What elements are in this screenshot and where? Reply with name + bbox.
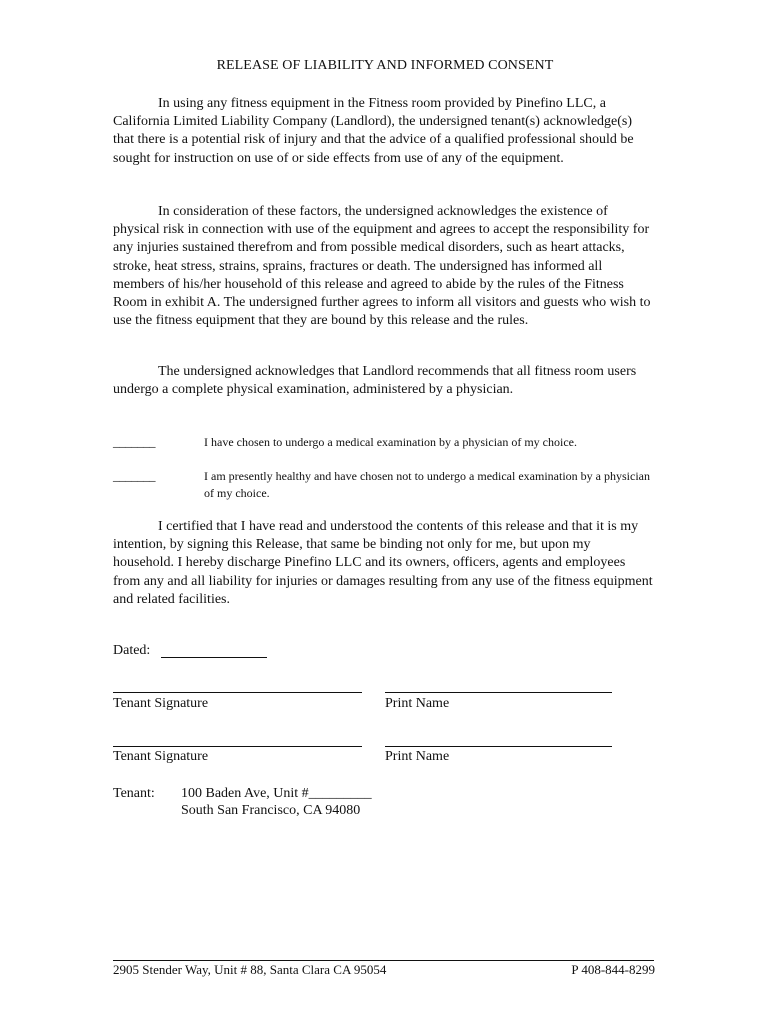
paragraph-certification: I certified that I have read and understood the contents of this release and that it is my intention, by signing this Release, that same be binding not only for me, but upon my household. I hereby discharge Pinefino LLC and its owners, officers, agents and employees from any and all liability for injuries or damages resulting from any use of the fitness equipment and related facilities. — [113, 519, 653, 607]
tenant-signature-line-1[interactable] — [113, 692, 362, 693]
tenant-address-line-1: 100 Baden Ave, Unit #_________ — [181, 786, 372, 801]
print-name-line-2[interactable] — [385, 746, 612, 747]
choice-blank-no-exam[interactable]: _______ — [113, 468, 155, 483]
tenant-signature-label-2: Tenant Signature — [113, 749, 209, 764]
tenant-signature-line-2[interactable] — [113, 746, 362, 747]
tenant-address-line-2: South San Francisco, CA 94080 — [181, 803, 361, 818]
dated-label: Dated: — [113, 643, 151, 658]
print-name-label-2: Print Name — [385, 749, 450, 764]
dated-field-line[interactable] — [161, 657, 267, 658]
choice-text-no-exam: I am presently healthy and have chosen not to undergo a medical examination by a physician of my choice. — [204, 469, 650, 500]
footer-divider — [113, 960, 654, 961]
paragraph-risk-acknowledgement: In using any fitness equipment in the Fitness room provided by Pinefino LLC, a California Limited Liability Company (Landlord), the undersigned tenant(s) acknowledge(s) that there is a potential risk of injury and that the advice of a qualified professional should be sought for instruction on use of or side effects from use of any of the equipment. — [113, 96, 634, 166]
footer-address: 2905 Stender Way, Unit # 88, Santa Clara CA 95054 — [113, 962, 387, 977]
print-name-line-1[interactable] — [385, 692, 612, 693]
print-name-label-1: Print Name — [385, 696, 450, 711]
choice-text-medical-exam: I have chosen to undergo a medical examination by a physician of my choice. — [204, 435, 577, 449]
tenant-label: Tenant: — [113, 786, 155, 801]
tenant-signature-label-1: Tenant Signature — [113, 696, 209, 711]
document-title: RELEASE OF LIABILITY AND INFORMED CONSENT — [216, 58, 554, 73]
paragraph-physical-exam-recommendation: The undersigned acknowledges that Landlord recommends that all fitness room users undergo a complete physical examination, administered by a physician. — [113, 364, 637, 398]
footer-phone: P 408-844-8299 — [571, 962, 655, 977]
paragraph-responsibility: In consideration of these factors, the undersigned acknowledges the existence of physical risk in connection with use of the equipment and agrees to accept the responsibility for any injuries sustained therefrom and from possible medical disorders, such as heart attacks, stroke, heat stress, strains, sprains, fractures or death. The undersigned has informed all members of his/her household of this release and agreed to abide by the rules of the Fitness Room in exhibit A. The undersigned further agrees to inform all visitors and guests who wish to use the fitness equipment that they are bound by this release and the rules. — [113, 204, 651, 329]
choice-blank-medical-exam[interactable]: _______ — [113, 434, 155, 449]
